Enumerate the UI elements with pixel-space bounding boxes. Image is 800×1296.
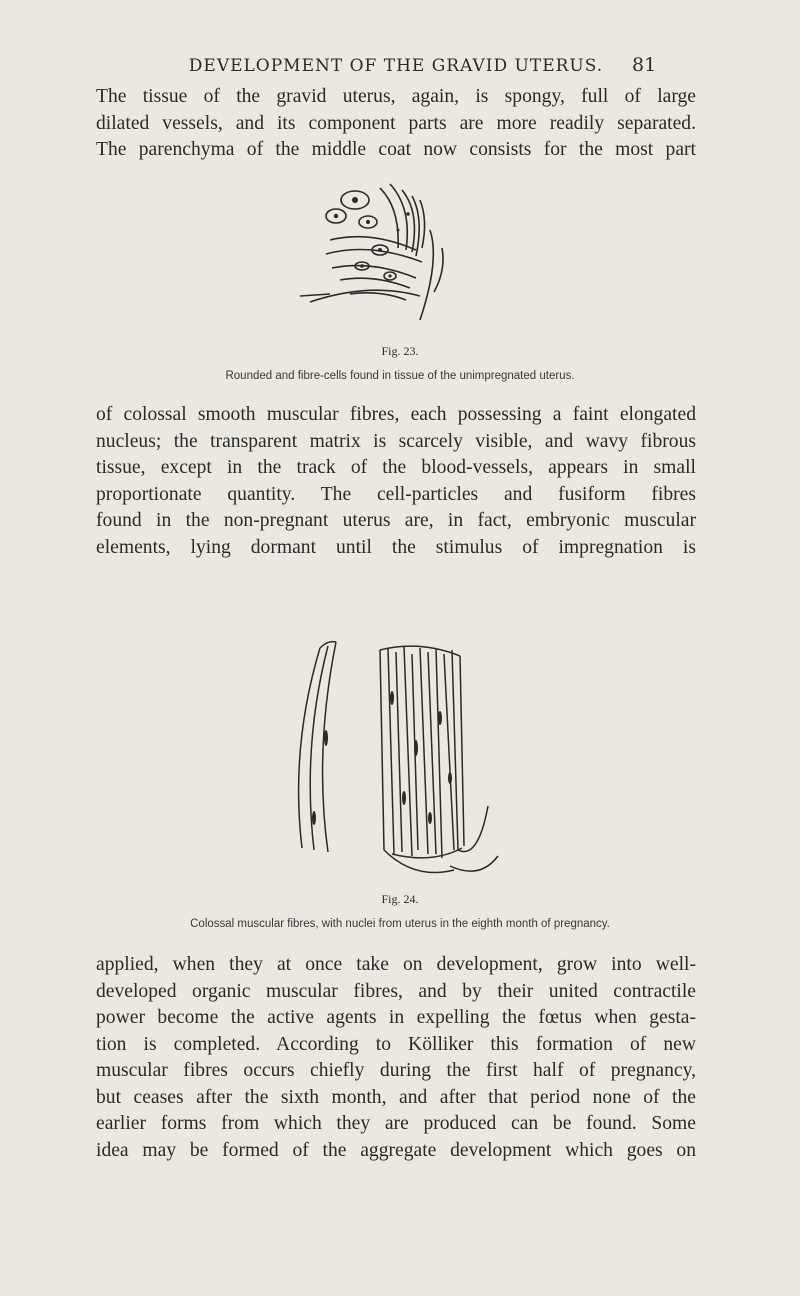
text-line: muscular fibres occurs chiefly during the first half of pregnancy, — [96, 1060, 696, 1081]
text-line: power become the active agents in expelling the fœtus when gesta- — [96, 1007, 696, 1028]
text-line: but ceases after the sixth month, and after that period none of the — [96, 1086, 696, 1108]
text-line: The tissue of the gravid uterus, again, is spongy, full of large — [96, 86, 696, 107]
text-line: applied, when they at once take on development, grow into well- — [96, 954, 696, 975]
paragraph-2 — [96, 402, 696, 561]
text-line: developed organic muscular fibres, and by their united contractile — [96, 980, 696, 1002]
text-line: of colossal smooth muscular fibres, each possessing a faint elongated — [96, 404, 696, 425]
text-line: nucleus; the transparent matrix is scarcely visible, and wavy fibrous — [96, 430, 696, 452]
figure-24-illustration — [280, 628, 520, 882]
text-line: tissue, except in the track of the blood-vessels, appears in small — [96, 457, 696, 478]
figure-23-illustration — [270, 170, 500, 330]
text-line: elements, lying dormant until the stimulus of impregnation is — [96, 536, 696, 558]
text-line: idea may be formed of the aggregate development which goes on — [96, 1139, 696, 1161]
text-line: tion is completed. According to Kölliker this formation of new — [96, 1033, 696, 1055]
page-number: 81 — [632, 54, 657, 76]
figure-24-caption: Colossal muscular fibres, with nuclei from uterus in the eighth month of pregnancy. — [190, 918, 610, 930]
figure-23-label: Fig. 23. — [381, 344, 419, 358]
text-line: dilated vessels, and its component parts are more readily separated. — [96, 112, 696, 134]
text-line: found in the non-pregnant uterus are, in fact, embryonic muscular — [96, 510, 696, 531]
figure-23-caption: Rounded and fibre-cells found in tissue of the unimpregnated uterus. — [225, 370, 575, 382]
text-line: The parenchyma of the middle coat now consists for the most part — [96, 139, 696, 160]
paragraph-1 — [96, 84, 696, 164]
running-head: DEVELOPMENT OF THE GRAVID UTERUS. — [188, 56, 604, 76]
figure-24-label: Fig. 24. — [381, 892, 419, 906]
text-line: earlier forms from which they are produced can be found. Some — [96, 1113, 696, 1134]
paragraph-3 — [96, 952, 696, 1164]
text-line: proportionate quantity. The cell-particles and fusiform fibres — [96, 483, 696, 505]
